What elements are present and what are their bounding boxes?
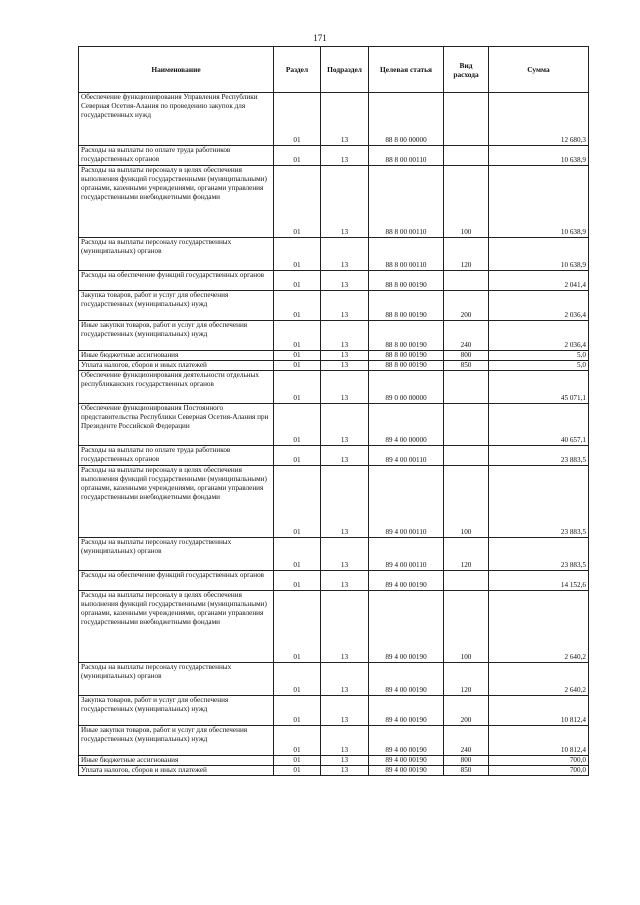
row-section: 01 [274, 591, 321, 663]
row-section: 01 [274, 361, 321, 371]
row-target: 88 8 00 00190 [369, 291, 444, 321]
row-name: Расходы на выплаты персоналу в целях обеспечения выполнения функций государственными (муниципальными) органами, казенными учреждениями, органами управления государственными внебюджетными фондами [79, 591, 274, 663]
row-target: 88 8 00 00110 [369, 166, 444, 238]
row-sum: 700,0 [489, 756, 589, 766]
row-sum: 10 638,9 [489, 166, 589, 238]
row-name: Иные бюджетные ассигнования [79, 756, 274, 766]
row-kind: 120 [444, 238, 489, 271]
row-sum: 700,0 [489, 766, 589, 776]
row-kind: 100 [444, 591, 489, 663]
row-subsection: 13 [321, 271, 369, 291]
row-subsection: 13 [321, 146, 369, 166]
row-name: Иные бюджетные ассигнования [79, 351, 274, 361]
row-subsection: 13 [321, 466, 369, 538]
row-subsection: 13 [321, 591, 369, 663]
table-row [79, 146, 589, 166]
row-target: 88 8 00 00190 [369, 361, 444, 371]
row-name: Иные закупки товаров, работ и услуг для обеспечения государственных (муниципальных) нужд [79, 321, 274, 351]
row-sum: 23 883,5 [489, 538, 589, 571]
table-row [79, 291, 589, 321]
row-sum: 5,0 [489, 361, 589, 371]
row-name: Расходы на выплаты персоналу в целях обеспечения выполнения функций государственными (муниципальными) органами, казенными учреждениями, органами управления государственными внебюджетными фондами [79, 466, 274, 538]
row-name: Расходы на выплаты по оплате труда работников государственных органов [79, 446, 274, 466]
row-target: 89 4 00 00190 [369, 756, 444, 766]
row-kind [444, 93, 489, 146]
row-kind: 200 [444, 291, 489, 321]
table-row [79, 166, 589, 238]
row-kind [444, 371, 489, 404]
row-subsection: 13 [321, 756, 369, 766]
row-subsection: 13 [321, 571, 369, 591]
row-sum: 2 036,4 [489, 321, 589, 351]
row-subsection: 13 [321, 446, 369, 466]
row-kind [444, 404, 489, 446]
row-kind: 200 [444, 696, 489, 726]
row-section: 01 [274, 696, 321, 726]
row-target: 88 8 00 00000 [369, 93, 444, 146]
row-name: Расходы на обеспечение функций государственных органов [79, 571, 274, 591]
table-header-row [79, 47, 589, 93]
row-target: 89 4 00 00110 [369, 446, 444, 466]
row-sum: 23 883,5 [489, 466, 589, 538]
table-row [79, 538, 589, 571]
row-name: Расходы на выплаты персоналу государственных (муниципальных) органов [79, 663, 274, 696]
row-target: 88 8 00 00110 [369, 146, 444, 166]
table-row [79, 571, 589, 591]
row-sum: 45 071,1 [489, 371, 589, 404]
row-name: Уплата налогов, сборов и иных платежей [79, 361, 274, 371]
row-kind: 100 [444, 166, 489, 238]
row-subsection: 13 [321, 361, 369, 371]
table-row [79, 351, 589, 361]
row-name: Расходы на выплаты персоналу государственных (муниципальных) органов [79, 538, 274, 571]
row-subsection: 13 [321, 321, 369, 351]
column-header-section: Раздел [274, 47, 321, 93]
row-target: 89 4 00 00190 [369, 591, 444, 663]
table-row [79, 404, 589, 446]
row-kind: 800 [444, 756, 489, 766]
table-row [79, 726, 589, 756]
row-section: 01 [274, 766, 321, 776]
table-row [79, 591, 589, 663]
row-sum: 2 640,2 [489, 663, 589, 696]
row-section: 01 [274, 321, 321, 351]
row-sum: 23 883,5 [489, 446, 589, 466]
row-subsection: 13 [321, 371, 369, 404]
row-subsection: 13 [321, 726, 369, 756]
row-sum: 2 036,4 [489, 291, 589, 321]
table-row [79, 271, 589, 291]
table-row [79, 371, 589, 404]
row-section: 01 [274, 271, 321, 291]
row-kind: 850 [444, 766, 489, 776]
page-number: 171 [313, 33, 327, 43]
table-row [79, 756, 589, 766]
row-kind: 100 [444, 466, 489, 538]
row-target: 89 4 00 00190 [369, 663, 444, 696]
row-target: 89 4 00 00190 [369, 766, 444, 776]
row-kind: 240 [444, 321, 489, 351]
column-header-sum: Сумма [489, 47, 589, 93]
row-section: 01 [274, 571, 321, 591]
row-section: 01 [274, 538, 321, 571]
row-target: 89 4 00 00110 [369, 538, 444, 571]
row-subsection: 13 [321, 291, 369, 321]
table-row [79, 238, 589, 271]
row-name: Расходы на выплаты по оплате труда работников государственных органов [79, 146, 274, 166]
row-sum: 14 152,6 [489, 571, 589, 591]
table-row [79, 446, 589, 466]
row-sum: 2 041,4 [489, 271, 589, 291]
row-section: 01 [274, 446, 321, 466]
row-section: 01 [274, 466, 321, 538]
row-sum: 10 812,4 [489, 696, 589, 726]
column-header-kind: Вид расхода [444, 47, 489, 93]
row-sum: 12 680,3 [489, 93, 589, 146]
row-section: 01 [274, 166, 321, 238]
row-kind: 240 [444, 726, 489, 756]
row-section: 01 [274, 93, 321, 146]
table-row [79, 696, 589, 726]
row-sum: 40 657,1 [489, 404, 589, 446]
row-name: Обеспечение функционирования Управления Республики Северная Осетия-Алания по проведению закупок для государственных нужд [79, 93, 274, 146]
row-name: Расходы на выплаты персоналу государственных (муниципальных) органов [79, 238, 274, 271]
row-section: 01 [274, 756, 321, 766]
column-header-name: Наименование [79, 47, 274, 93]
row-subsection: 13 [321, 538, 369, 571]
row-name: Обеспечение функционирования Постоянного представительства Республики Северная Осетия-Алания при Президенте Российской Федерации [79, 404, 274, 446]
row-kind: 850 [444, 361, 489, 371]
row-kind: 800 [444, 351, 489, 361]
row-name: Закупка товаров, работ и услуг для обеспечения государственных (муниципальных) нужд [79, 291, 274, 321]
row-name: Обеспечение функционирования деятельности отдельных республиканских государственных органов [79, 371, 274, 404]
row-name: Закупка товаров, работ и услуг для обеспечения государственных (муниципальных) нужд [79, 696, 274, 726]
row-subsection: 13 [321, 404, 369, 446]
row-target: 88 8 00 00190 [369, 321, 444, 351]
row-subsection: 13 [321, 238, 369, 271]
row-subsection: 13 [321, 351, 369, 361]
row-kind [444, 446, 489, 466]
row-name: Расходы на выплаты персоналу в целях обеспечения выполнения функций государственными (муниципальными) органами, казенными учреждениями, органами управления государственными внебюджетными фондами [79, 166, 274, 238]
table-row [79, 766, 589, 776]
row-kind [444, 571, 489, 591]
column-header-subsection: Подраздел [321, 47, 369, 93]
row-target: 89 4 00 00190 [369, 726, 444, 756]
row-kind: 120 [444, 663, 489, 696]
row-kind [444, 271, 489, 291]
row-target: 89 4 00 00190 [369, 571, 444, 591]
row-subsection: 13 [321, 663, 369, 696]
row-section: 01 [274, 663, 321, 696]
row-sum: 10 812,4 [489, 726, 589, 756]
row-subsection: 13 [321, 93, 369, 146]
row-sum: 5,0 [489, 351, 589, 361]
row-name: Иные закупки товаров, работ и услуг для обеспечения государственных (муниципальных) нужд [79, 726, 274, 756]
row-target: 89 0 00 00000 [369, 371, 444, 404]
row-sum: 2 640,2 [489, 591, 589, 663]
row-sum: 10 638,9 [489, 238, 589, 271]
row-kind [444, 146, 489, 166]
row-section: 01 [274, 146, 321, 166]
row-target: 88 8 00 00190 [369, 351, 444, 361]
row-subsection: 13 [321, 166, 369, 238]
table-row [79, 321, 589, 351]
row-target: 89 4 00 00190 [369, 696, 444, 726]
table-row [79, 466, 589, 538]
row-section: 01 [274, 404, 321, 446]
row-section: 01 [274, 291, 321, 321]
row-target: 88 8 00 00110 [369, 238, 444, 271]
row-section: 01 [274, 351, 321, 361]
table-row [79, 93, 589, 146]
row-section: 01 [274, 371, 321, 404]
row-subsection: 13 [321, 696, 369, 726]
row-section: 01 [274, 238, 321, 271]
row-name: Расходы на обеспечение функций государственных органов [79, 271, 274, 291]
row-target: 89 4 00 00000 [369, 404, 444, 446]
table-row [79, 361, 589, 371]
row-section: 01 [274, 726, 321, 756]
row-name: Уплата налогов, сборов и иных платежей [79, 766, 274, 776]
row-target: 89 4 00 00110 [369, 466, 444, 538]
row-sum: 10 638,9 [489, 146, 589, 166]
table-row [79, 663, 589, 696]
budget-table [78, 46, 589, 776]
row-kind: 120 [444, 538, 489, 571]
row-subsection: 13 [321, 766, 369, 776]
column-header-target: Целевая статья [369, 47, 444, 93]
row-target: 88 8 00 00190 [369, 271, 444, 291]
